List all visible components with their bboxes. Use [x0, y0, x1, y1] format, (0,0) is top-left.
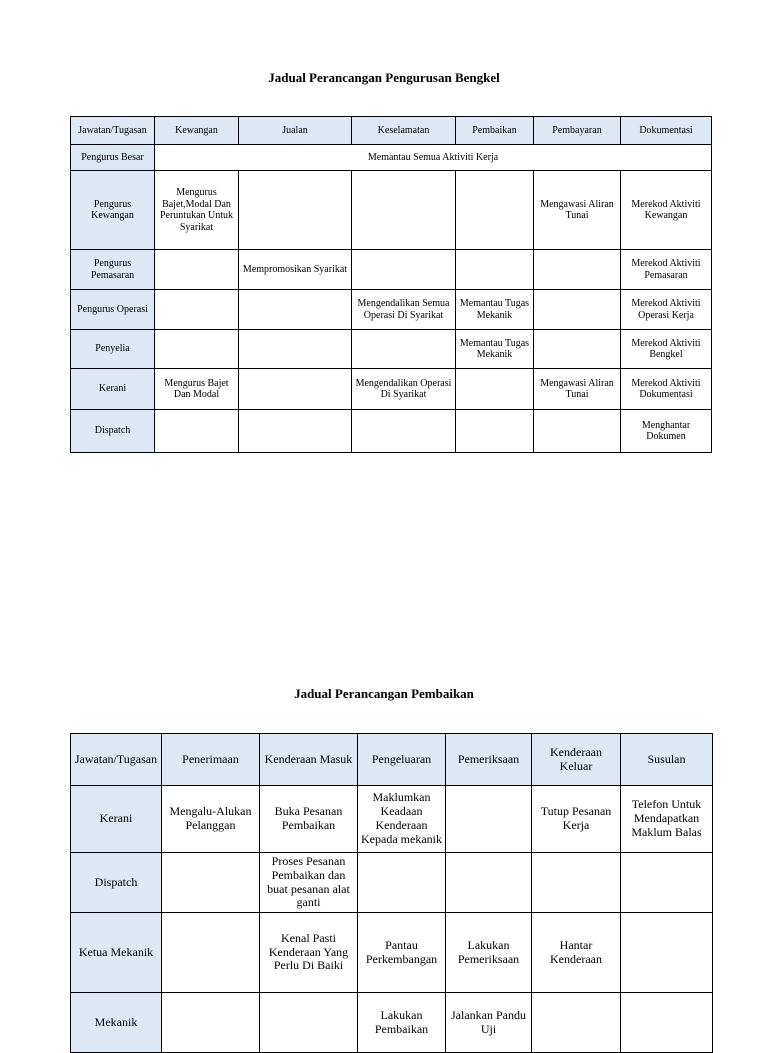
- table-cell: Mengurus Bajet Dan Modal: [155, 369, 239, 410]
- table-cell: Hantar Kenderaan: [532, 913, 621, 993]
- table-cell: [239, 410, 352, 453]
- row-label: Pengurus Besar: [71, 145, 155, 171]
- row-label: Kerani: [71, 369, 155, 410]
- repair-planning-table: [70, 733, 713, 1053]
- table-cell: [532, 853, 621, 913]
- row-label: Pengurus Pemasaran: [71, 250, 155, 290]
- table-cell: [162, 853, 260, 913]
- table-cell: Mempromosikan Syarikat: [239, 250, 352, 290]
- table-cell: [446, 786, 532, 853]
- table-cell: [155, 250, 239, 290]
- table-cell: [621, 913, 713, 993]
- table-row: [71, 853, 713, 913]
- header-cell: Pembaikan: [456, 117, 534, 145]
- table-row: [71, 993, 713, 1053]
- header-cell: Pemeriksaan: [446, 734, 532, 786]
- table-row: [71, 250, 712, 290]
- table-cell: Menghantar Dokumen: [621, 410, 712, 453]
- table-cell: [532, 993, 621, 1053]
- header-cell: Jawatan/Tugasan: [71, 734, 162, 786]
- table-cell: Merekod Aktiviti Operasi Kerja: [621, 290, 712, 330]
- header-cell: Jualan: [239, 117, 352, 145]
- table-cell: [534, 410, 621, 453]
- table-cell: [352, 410, 456, 453]
- table-cell: Mengalu-Alukan Pelanggan: [162, 786, 260, 853]
- row-label: Dispatch: [71, 410, 155, 453]
- table-row: [71, 410, 712, 453]
- workshop-management-table: [70, 116, 712, 453]
- table-cell: Memantau Tugas Mekanik: [456, 330, 534, 369]
- table-cell: Pantau Perkembangan: [358, 913, 446, 993]
- table2-title: Jadual Perancangan Pembaikan: [294, 686, 474, 701]
- table-cell: [162, 993, 260, 1053]
- header-cell: Kenderaan Masuk: [260, 734, 358, 786]
- row-label: Penyelia: [71, 330, 155, 369]
- header-cell: Pengeluaran: [358, 734, 446, 786]
- table-cell: [239, 369, 352, 410]
- table-cell: Merekod Aktiviti Pemasaran: [621, 250, 712, 290]
- header-cell: Dokumentasi: [621, 117, 712, 145]
- table-cell: Merekod Aktiviti Dokumentasi: [621, 369, 712, 410]
- row-label: Pengurus Operasi: [71, 290, 155, 330]
- table-cell: [534, 250, 621, 290]
- table-cell: Lakukan Pembaikan: [358, 993, 446, 1053]
- row-label: Mekanik: [71, 993, 162, 1053]
- table-row: [71, 171, 712, 250]
- table-cell: [456, 410, 534, 453]
- table-cell: Buka Pesanan Pembaikan: [260, 786, 358, 853]
- table-row: [71, 330, 712, 369]
- table-cell: [358, 853, 446, 913]
- table-cell: [446, 853, 532, 913]
- table-header-row: [71, 734, 713, 786]
- table-cell: [456, 250, 534, 290]
- table-cell: [534, 290, 621, 330]
- table-cell: [352, 250, 456, 290]
- table-row: [71, 913, 713, 993]
- table-cell: [621, 853, 713, 913]
- table-cell: [260, 993, 358, 1053]
- table-cell: [239, 330, 352, 369]
- row-label: Dispatch: [71, 853, 162, 913]
- table-row: [71, 145, 712, 171]
- merged-cell: Memantau Semua Aktiviti Kerja: [155, 145, 712, 171]
- header-cell: Kewangan: [155, 117, 239, 145]
- table-cell: [456, 171, 534, 250]
- row-label: Pengurus Kewangan: [71, 171, 155, 250]
- table-cell: Proses Pesanan Pembaikan dan buat pesanan alat ganti: [260, 853, 358, 913]
- table-cell: Merekod Aktiviti Bengkel: [621, 330, 712, 369]
- table-cell: Telefon Untuk Mendapatkan Maklum Balas: [621, 786, 713, 853]
- table-cell: Memantau Tugas Mekanik: [456, 290, 534, 330]
- table-cell: Mengurus Bajet,Modal Dan Peruntukan Untuk Syarikat: [155, 171, 239, 250]
- table-header-row: [71, 117, 712, 145]
- table-cell: Lakukan Pemeriksaan: [446, 913, 532, 993]
- table-cell: Maklumkan Keadaan Kenderaan Kepada mekanik: [358, 786, 446, 853]
- table-cell: [155, 410, 239, 453]
- table-cell: [352, 171, 456, 250]
- header-cell: Penerimaan: [162, 734, 260, 786]
- row-label: Kerani: [71, 786, 162, 853]
- table-cell: [456, 369, 534, 410]
- table-cell: [155, 290, 239, 330]
- table-cell: Merekod Aktiviti Kewangan: [621, 171, 712, 250]
- table-cell: Mengendalikan Semua Operasi Di Syarikat: [352, 290, 456, 330]
- header-cell: Kenderaan Keluar: [532, 734, 621, 786]
- table-row: [71, 290, 712, 330]
- table-cell: Jalankan Pandu Uji: [446, 993, 532, 1053]
- header-cell: Keselamatan: [352, 117, 456, 145]
- header-cell: Susulan: [621, 734, 713, 786]
- table-row: [71, 369, 712, 410]
- table-cell: Mengawasi Aliran Tunai: [534, 171, 621, 250]
- table-cell: [155, 330, 239, 369]
- table1-title: Jadual Perancangan Pengurusan Bengkel: [268, 70, 500, 85]
- table-cell: [239, 290, 352, 330]
- row-label: Ketua Mekanik: [71, 913, 162, 993]
- table-cell: Mengawasi Aliran Tunai: [534, 369, 621, 410]
- header-cell: Jawatan/Tugasan: [71, 117, 155, 145]
- table-cell: [239, 171, 352, 250]
- table-cell: [162, 913, 260, 993]
- table-cell: [621, 993, 713, 1053]
- table-cell: Tutup Pesanan Kerja: [532, 786, 621, 853]
- table-cell: Mengendalikan Operasi Di Syarikat: [352, 369, 456, 410]
- table-row: [71, 786, 713, 853]
- table-cell: Kenal Pasti Kenderaan Yang Perlu Di Baiki: [260, 913, 358, 993]
- table-cell: [534, 330, 621, 369]
- table-cell: [352, 330, 456, 369]
- header-cell: Pembayaran: [534, 117, 621, 145]
